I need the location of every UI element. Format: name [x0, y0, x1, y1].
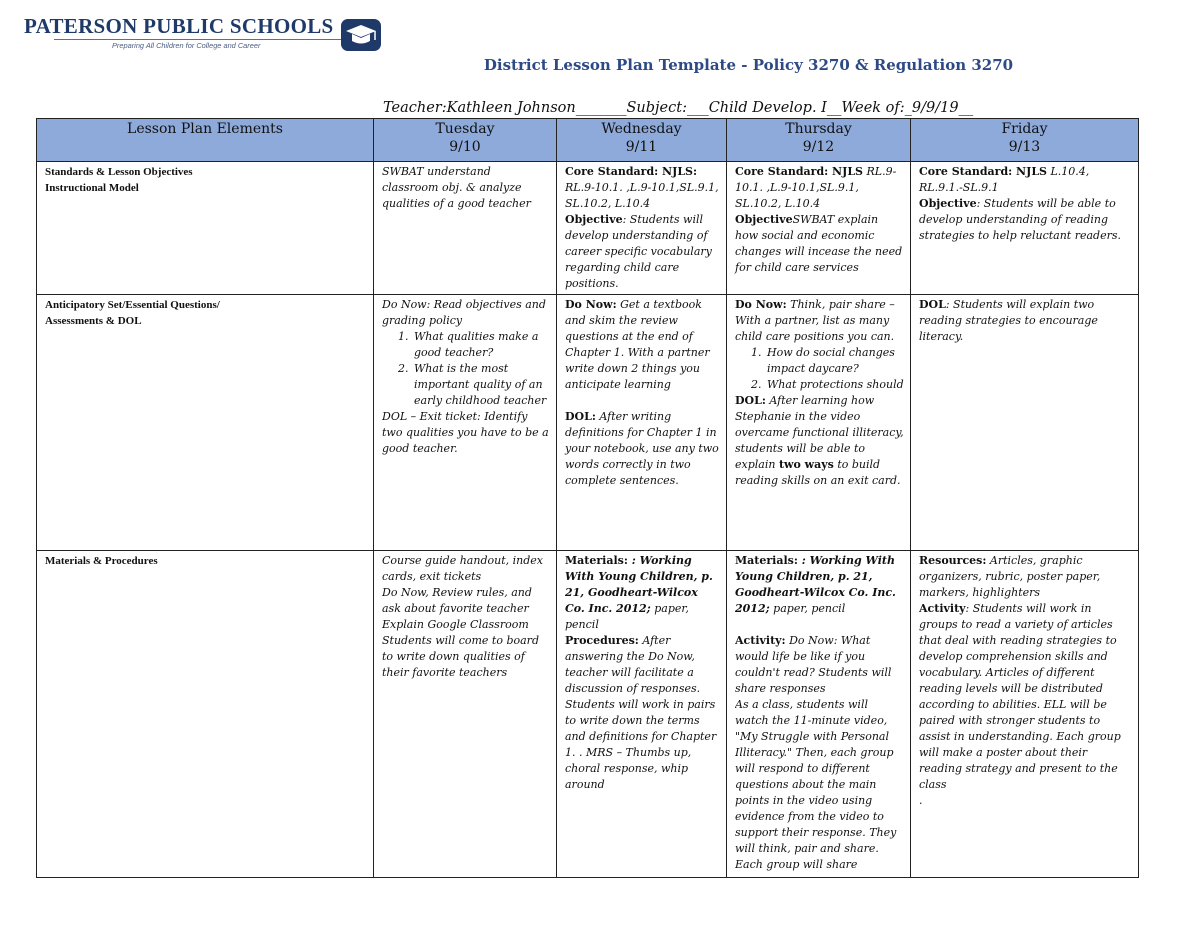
teacher-subject-line: Teacher:Kathleen Johnson_______Subject:___Child Develop. I__Week of:_9/9/19__	[383, 100, 974, 116]
cell-thu-standards: Core Standard: NJLS RL.9-10.1. ,L.9-10.1,SL.9.1, SL.10.2, L.10.4 ObjectiveSWBAT explain how social and economic changes will incease the need for child care services	[727, 162, 911, 295]
cell-thu-materials: Materials: : Working With Young Children, p. 21, Goodheart-Wilcox Co. Inc. 2012; paper, pencil Activity: Do Now: What would life be like if you couldn't read? Students will share responses As a class, students will watch the 11-minute video, "My Struggle with Personal Illiteracy." Then, each group will respond to different questions about the main points in the video using evidence from the video to support their response. They will think, pair and share. Each group will share	[727, 551, 911, 878]
cell-fri-materials: Resources: Articles, graphic organizers, rubric, poster paper, markers, highlighters Activity: Students will work in groups to read a variety of articles that deal with reading strategies to develop comprehension skills and vocabulary. Articles of different reading levels will be distributed according to abilities. ELL will be paired with stronger students to assist in understanding. Each group will make a poster about their reading strategy and present to the class .	[911, 551, 1139, 878]
header-tuesday: Tuesday 9/10	[374, 119, 557, 162]
cell-wed-materials: Materials: : Working With Young Children, p. 21, Goodheart-Wilcox Co. Inc. 2012; paper, pencil Procedures: After answering the Do Now, teacher will facilitate a discussion of responses. Students will work in pairs to write down the terms and definitions for Chapter 1. . MRS – Thumbs up, choral response, whip around	[557, 551, 727, 878]
graduation-cap-icon	[340, 18, 382, 52]
school-name: PATERSON PUBLIC SCHOOLS	[24, 14, 334, 38]
cell-wed-anticipatory: Do Now: Get a textbook and skim the review questions at the end of Chapter 1. With a partner write down 2 things you anticipate learning DOL: After writing definitions for Chapter 1 in your notebook, use any two words correctly in two complete sentences.	[557, 295, 727, 551]
cell-tue-anticipatory: Do Now: Read objectives and grading policy 1. What qualities make a good teacher? 2. What is the most important quality of an early childhood teacher DOL – Exit ticket: Identify two qualities you have to be a good teacher.	[374, 295, 557, 551]
table-header-row	[37, 119, 1139, 162]
header-wednesday: Wednesday 9/11	[557, 119, 727, 162]
header-friday: Friday 9/13	[911, 119, 1139, 162]
row-label-anticipatory: Anticipatory Set/Essential Questions/ Assessments & DOL	[37, 295, 374, 551]
row-label-standards: Standards & Lesson Objectives Instructional Model	[37, 162, 374, 295]
table-row	[37, 295, 1139, 551]
document-title: District Lesson Plan Template - Policy 3270 & Regulation 3270	[483, 56, 1014, 74]
question-list: 1. How do social changes impact daycare? 2. What protections should	[735, 345, 904, 393]
school-tagline: Preparing All Children for College and Career	[112, 41, 261, 50]
cell-wed-standards: Core Standard: NJLS: RL.9-10.1. ,L.9-10.1,SL.9.1, SL.10.2, L.10.4 Objective: Students will develop understanding of career specific vocabulary regarding child care positions.	[557, 162, 727, 295]
cell-tue-materials: Course guide handout, index cards, exit tickets Do Now, Review rules, and ask about favorite teacher Explain Google Classroom Students will come to board to write down qualities of their favorite teachers	[374, 551, 557, 878]
cell-thu-anticipatory: Do Now: Think, pair share – With a partner, list as many child care positions you can. 1. How do social changes impact daycare? 2. What protections should DOL: After learning how Stephanie in the video overcame functional illiteracy, students will be able to explain two ways to build reading skills on an exit card.	[727, 295, 911, 551]
cell-tue-standards: SWBAT understand classroom obj. & analyze qualities of a good teacher	[374, 162, 557, 295]
cell-fri-anticipatory: DOL: Students will explain two reading strategies to encourage literacy.	[911, 295, 1139, 551]
header-thursday: Thursday 9/12	[727, 119, 911, 162]
district-logo	[24, 14, 384, 54]
table-row	[37, 162, 1139, 295]
question-list: 1. What qualities make a good teacher? 2. What is the most important quality of an early childhood teacher	[382, 329, 550, 409]
header-elements: Lesson Plan Elements	[37, 119, 374, 162]
row-label-materials: Materials & Procedures	[37, 551, 374, 878]
logo-rule	[54, 39, 354, 40]
cell-fri-standards: Core Standard: NJLS L.10.4, RL.9.1.-SL.9.1 Objective: Students will be able to develop understanding of reading strategies to help reluctant readers.	[911, 162, 1139, 295]
lesson-plan-table	[36, 118, 1139, 878]
table-row	[37, 551, 1139, 878]
